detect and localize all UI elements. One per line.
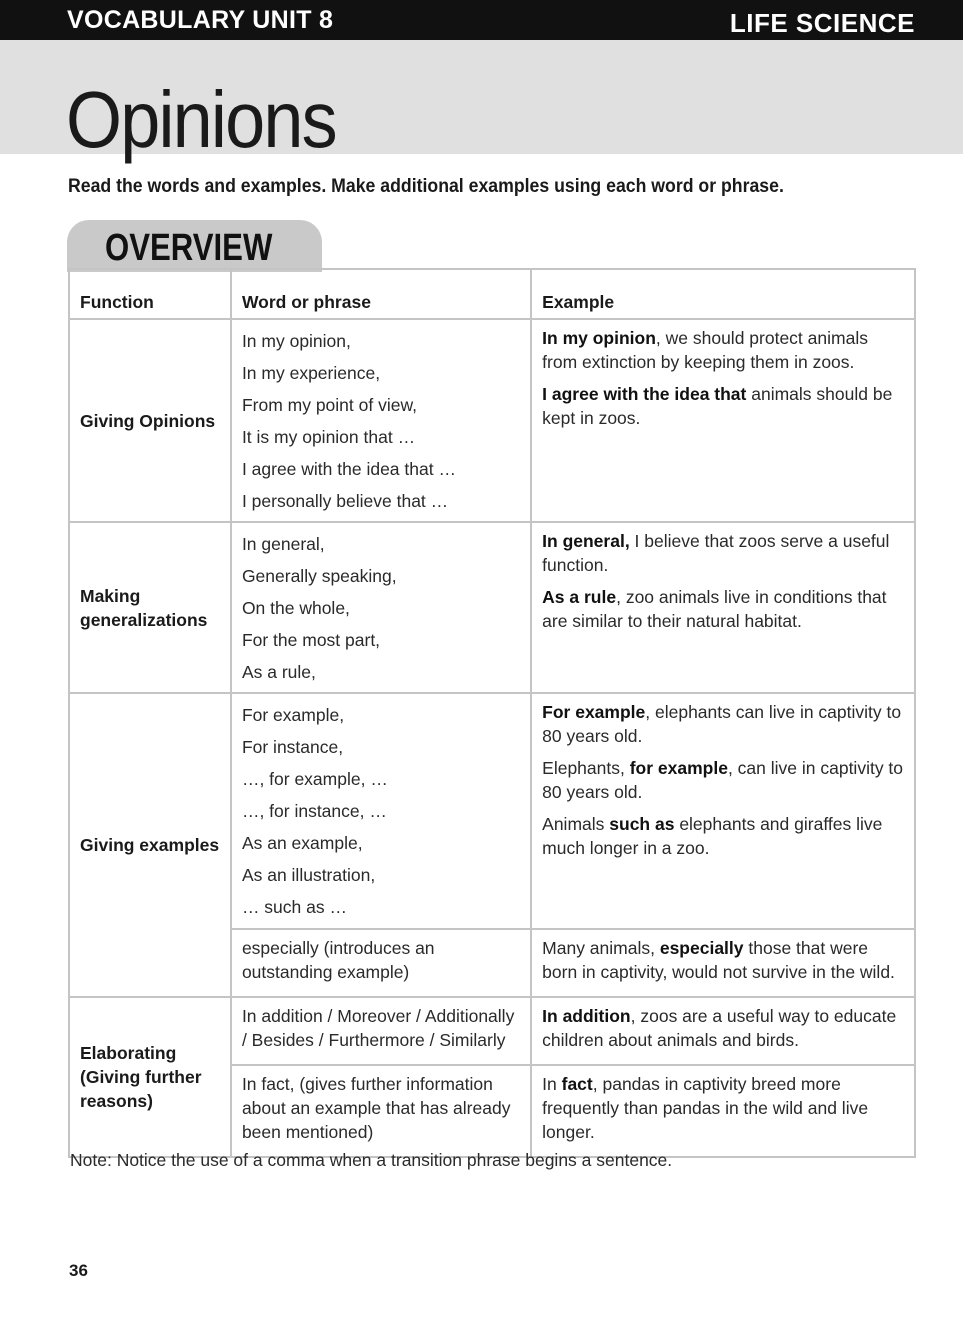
header-word-or-phrase: Word or phrase: [231, 269, 531, 319]
example-sentence: [542, 812, 904, 860]
header-example: Example: [531, 269, 915, 319]
table-header-row: [69, 269, 915, 319]
example-sentence: [542, 936, 904, 984]
phrase-item: For the most part,: [241, 630, 381, 650]
header-bar: [0, 0, 963, 40]
example-sentence: [542, 1004, 904, 1052]
instructions: Read the words and examples. Make additional examples using each word or phrase.: [68, 176, 784, 197]
example-text: Many animals,: [542, 938, 660, 958]
table-row: [69, 319, 915, 522]
phrase-item: It is my opinion that …: [241, 427, 416, 447]
example-sentence: [542, 700, 904, 748]
phrase-item: As a rule,: [241, 662, 316, 682]
example-text: , we should protect animals from extinction by keeping them in zoos.: [542, 328, 868, 372]
unit-label: VOCABULARY UNIT 8: [67, 6, 334, 34]
phrase-item: In my opinion,: [241, 331, 351, 351]
footnote: Note: Notice the use of a comma when a transition phrase begins a sentence.: [70, 1150, 673, 1170]
example-text: those that were born in captivity, would not survive in the wild.: [542, 938, 895, 982]
key-phrase: In general,: [542, 531, 630, 551]
example-text: Elephants,: [542, 758, 630, 778]
phrase-cell: [231, 319, 531, 522]
function-cell: Giving examples: [69, 693, 231, 997]
header-function: Function: [69, 269, 231, 319]
key-phrase: fact: [561, 1074, 593, 1094]
example-text: I believe that zoos serve a useful function.: [542, 531, 890, 575]
example-text: elephants and giraffes live much longer in a zoo.: [542, 814, 883, 858]
phrase-item: …, for example, …: [241, 769, 388, 789]
phrase-item: For instance,: [241, 737, 344, 757]
key-phrase: In my opinion: [542, 328, 656, 348]
key-phrase: for example: [629, 758, 728, 778]
example-sentence: [542, 1072, 904, 1144]
phrase-item: On the whole,: [241, 598, 350, 618]
phrase-item: I personally believe that …: [241, 491, 449, 511]
phrase-cell: [231, 693, 531, 929]
title-band: [0, 40, 963, 164]
phrase-item: In my experience,: [241, 363, 381, 383]
example-cell: [531, 929, 915, 997]
subject-label: LIFE SCIENCE: [729, 8, 915, 38]
example-sentence: [542, 756, 904, 804]
example-text: , zoos are a useful way to educate children about animals and birds.: [542, 1006, 897, 1050]
overview-table: [68, 268, 916, 1158]
example-text: In: [542, 1074, 562, 1094]
table-row: [69, 522, 915, 693]
table-row: [69, 693, 915, 929]
phrase-item: As an illustration,: [241, 865, 376, 885]
overview-tab: [67, 220, 322, 272]
example-text: , elephants can live in captivity to 80 years old.: [542, 702, 902, 746]
key-phrase: For example: [542, 702, 646, 722]
example-sentence: [542, 382, 904, 430]
key-phrase: especially: [659, 938, 744, 958]
table-row: [69, 997, 915, 1065]
example-text: , pandas in captivity breed more frequently than pandas in the wild and live longer.: [542, 1074, 869, 1142]
phrase-cell: In addition / Moreover / Additionally / Besides / Furthermore / Similarly: [231, 997, 531, 1065]
example-cell: [531, 319, 915, 522]
phrase-cell: especially (introduces an outstanding example): [231, 929, 531, 997]
example-sentence: [542, 585, 904, 633]
phrase-cell: In fact, (gives further information about an example that has already been mentioned): [231, 1065, 531, 1157]
function-cell: Giving Opinions: [69, 319, 231, 522]
example-text: animals should be kept in zoos.: [542, 384, 893, 428]
example-sentence: [542, 529, 904, 577]
key-phrase: As a rule: [542, 587, 617, 607]
example-text: , can live in captivity to 80 years old.: [542, 758, 904, 802]
key-phrase: In addition: [542, 1006, 631, 1026]
phrase-cell: [231, 522, 531, 693]
phrase-item: …, for instance, …: [241, 801, 387, 821]
example-cell: [531, 997, 915, 1065]
example-cell: [531, 522, 915, 693]
function-cell: Making generalizations: [69, 522, 231, 693]
phrase-item: … such as …: [241, 897, 347, 917]
overview-tab-label: OVERVIEW: [105, 227, 273, 269]
page-number: 36: [69, 1261, 88, 1280]
example-text: , zoo animals live in conditions that are similar to their natural habitat.: [542, 587, 887, 631]
example-sentence: [542, 326, 904, 374]
key-phrase: I agree with the idea that: [542, 384, 747, 404]
phrase-item: In general,: [241, 534, 325, 554]
phrase-item: From my point of view,: [241, 395, 417, 415]
function-cell: Elaborating (Giving further reasons): [69, 997, 231, 1157]
phrase-item: For example,: [241, 705, 345, 725]
phrase-item: As an example,: [241, 833, 363, 853]
example-cell: [531, 693, 915, 929]
key-phrase: such as: [609, 814, 675, 834]
page-title: Opinions: [66, 75, 336, 164]
example-text: Animals: [542, 814, 610, 834]
phrase-item: Generally speaking,: [241, 566, 397, 586]
phrase-item: I agree with the idea that …: [241, 459, 456, 479]
example-cell: [531, 1065, 915, 1157]
